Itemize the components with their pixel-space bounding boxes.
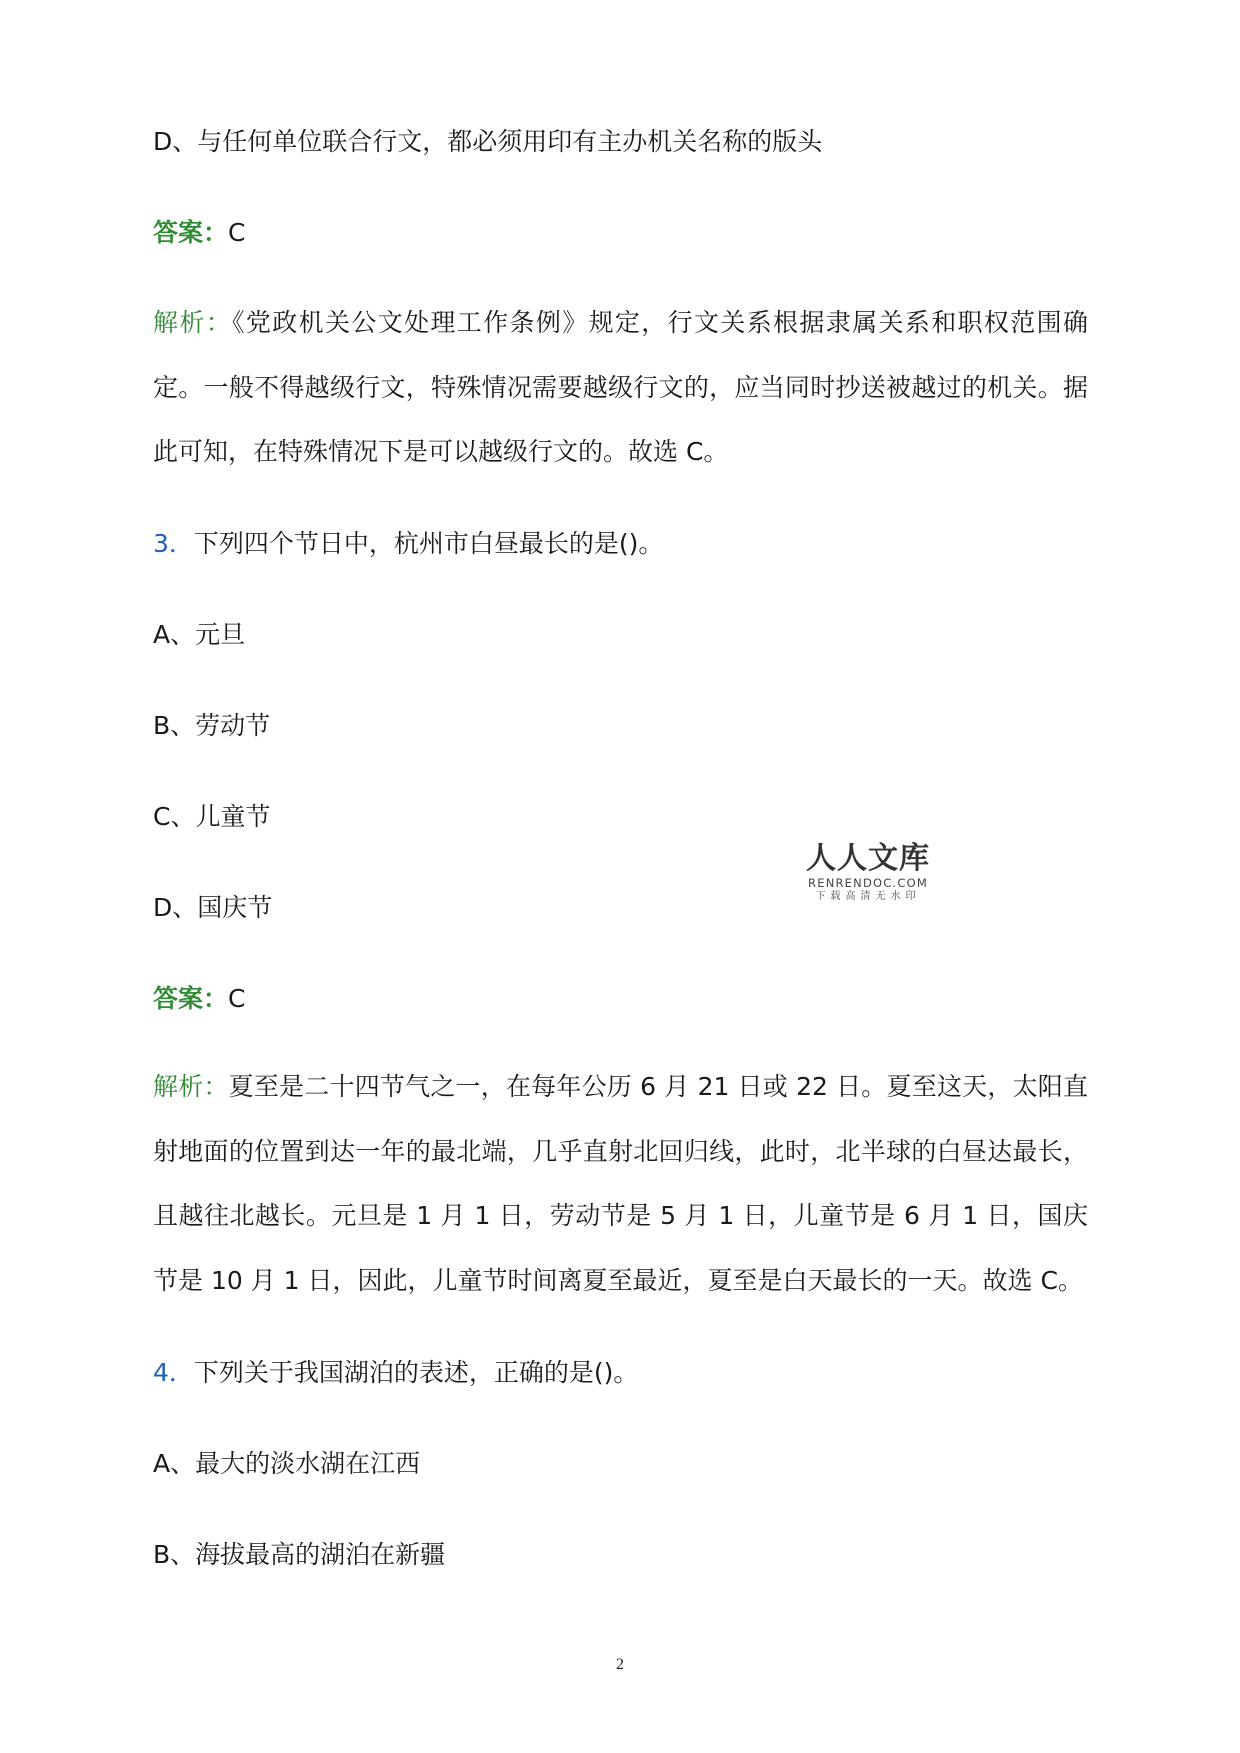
analysis-text: 夏至是二十四节气之一，在每年公历 6 月 21 日或 22 日。夏至这天，太阳直射地面的位置到达一年的最北端，几乎直射北回归线，此时，北半球的白昼达最长，且越往北越长。元旦是 1 月 1 日，劳动节是 5 月 1 日，儿童节是 6 月 1 日，国庆节是 10 月 1 日，因此，儿童节时间离夏至最近，夏至是白天最长的一天。故选 C。 bbox=[153, 1072, 1088, 1295]
q3-analysis bbox=[153, 1055, 1088, 1313]
q3-question bbox=[153, 526, 663, 562]
watermark-logo bbox=[806, 842, 930, 904]
watermark-subtitle: 下载高清无水印 bbox=[815, 891, 921, 902]
q3-option-d: D、国庆节 bbox=[153, 893, 273, 922]
question-text: 下列四个节日中，杭州市白昼最长的是()。 bbox=[193, 529, 664, 558]
question-number: 3． bbox=[153, 529, 194, 558]
analysis-label: 解析： bbox=[153, 1072, 229, 1101]
q2-option-d: D、与任何单位联合行文，都必须用印有主办机关名称的版头 bbox=[153, 127, 823, 156]
watermark-title: 人人文库 bbox=[806, 841, 930, 876]
answer-label: 答案： bbox=[153, 218, 229, 247]
q2-answer bbox=[153, 215, 245, 251]
watermark-url: RENRENDOC.COM bbox=[808, 876, 928, 890]
q3-option-a: A、元旦 bbox=[153, 620, 246, 649]
answer-label: 答案： bbox=[153, 984, 229, 1013]
q3-answer bbox=[153, 981, 245, 1017]
q4-option-a: A、最大的淡水湖在江西 bbox=[153, 1449, 421, 1478]
question-number: 4． bbox=[153, 1358, 194, 1387]
q4-option-b: B、海拔最高的湖泊在新疆 bbox=[153, 1540, 446, 1569]
q3-option-b: B、劳动节 bbox=[153, 711, 271, 740]
q4-question bbox=[153, 1355, 638, 1391]
answer-value: C bbox=[228, 984, 246, 1013]
analysis-text: 《党政机关公文处理工作条例》规定，行文关系根据隶属关系和职权范围确定。一般不得越级行文，特殊情况需要越级行文的，应当同时抄送被越过的机关。据此可知，在特殊情况下是可以越级行文的。故选 C。 bbox=[153, 308, 1088, 466]
q3-option-c: C、儿童节 bbox=[153, 802, 271, 831]
answer-value: C bbox=[228, 218, 246, 247]
analysis-label: 解析： bbox=[153, 308, 233, 337]
question-text: 下列关于我国湖泊的表述，正确的是()。 bbox=[193, 1358, 639, 1387]
q2-analysis bbox=[153, 291, 1088, 485]
page-number: 2 bbox=[616, 1656, 624, 1673]
